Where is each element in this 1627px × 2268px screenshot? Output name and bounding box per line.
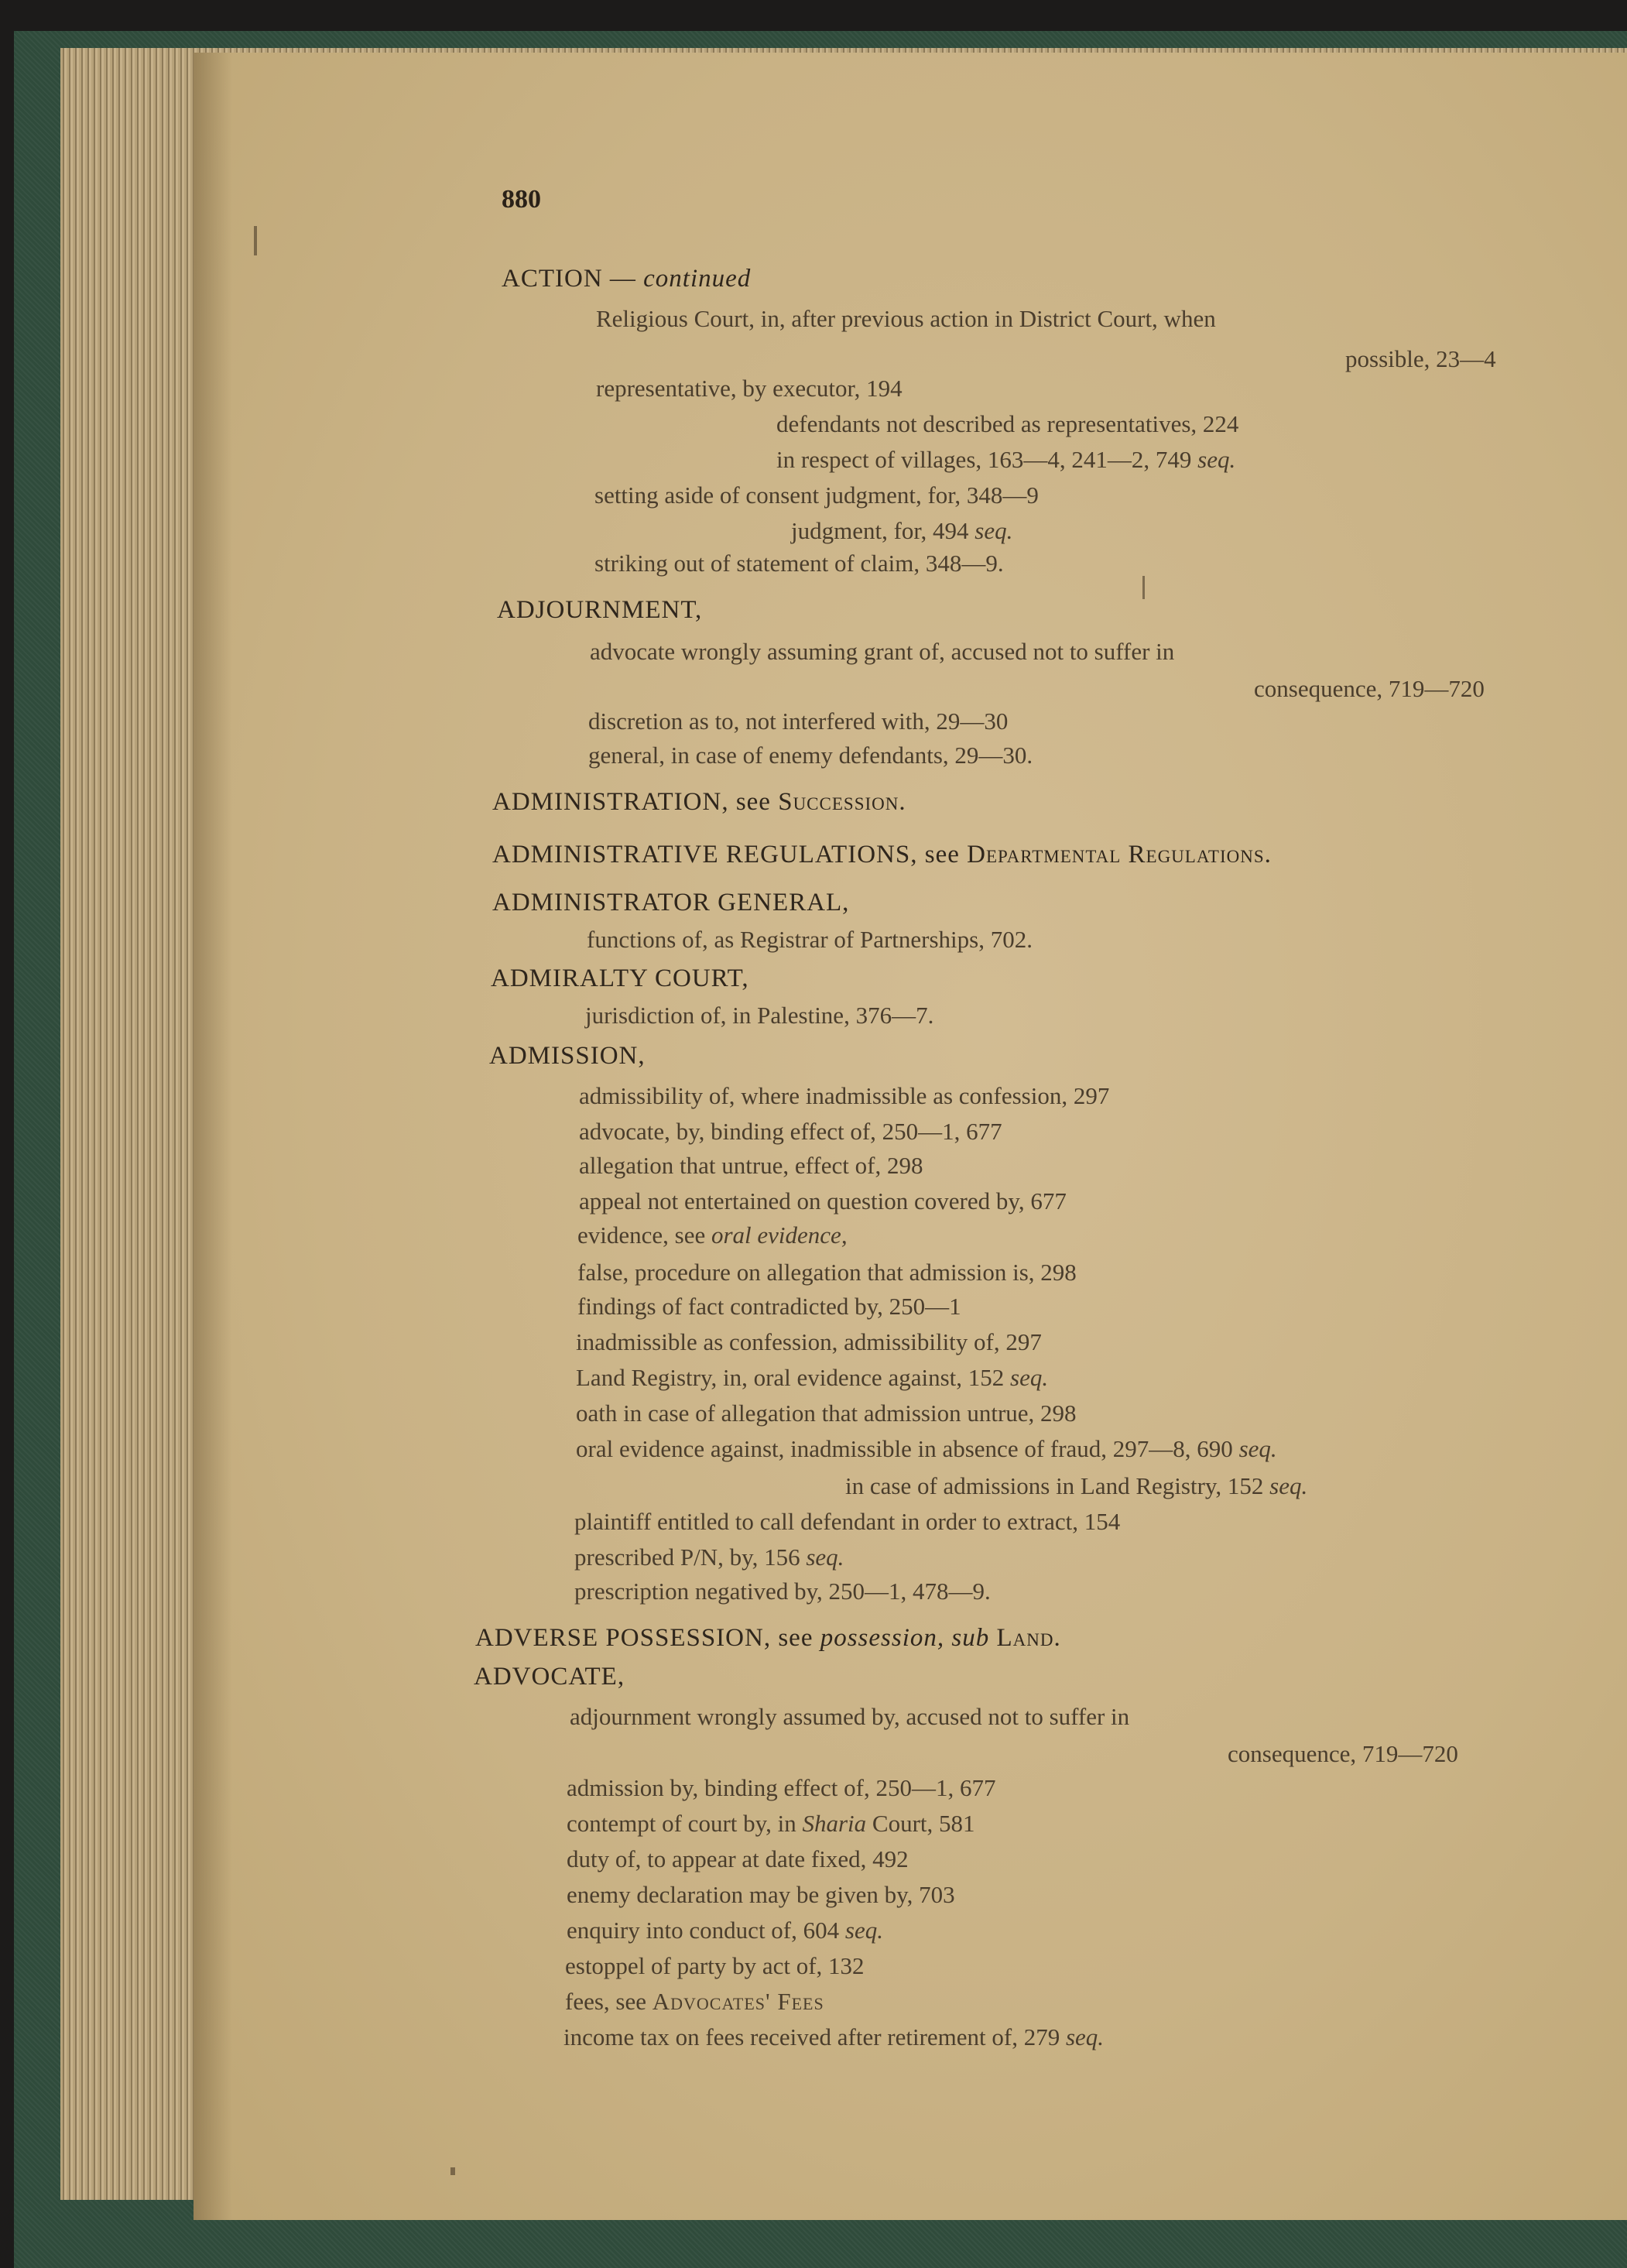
index-subentry: oral evidence against, inadmissible in absence of fraud, 297—8, 690 seq.	[576, 1435, 1277, 1462]
index-subentry: prescribed P/N, by, 156 seq.	[574, 1543, 844, 1571]
index-subentry: oath in case of allegation that admission untrue, 298	[576, 1400, 1077, 1427]
index-heading: ADMINISTRATOR GENERAL,	[492, 889, 850, 916]
index-subentry: admissibility of, where inadmissible as confession, 297	[579, 1082, 1110, 1109]
index-subentry: inadmissible as confession, admissibility of, 297	[576, 1328, 1042, 1355]
index-subentry: appeal not entertained on question covered by, 677	[579, 1187, 1067, 1215]
index-heading: ACTION — continued	[502, 265, 752, 293]
index-subentry-continuation: possible, 23—4	[1345, 345, 1496, 372]
index-subentry: enemy declaration may be given by, 703	[567, 1881, 955, 1908]
index-subentry: estoppel of party by act of, 132	[565, 1952, 865, 1979]
index-subentry: functions of, as Registrar of Partnerships, 702.	[587, 926, 1033, 953]
index-subentry: representative, by executor, 194	[596, 375, 903, 402]
index-subentry: admission by, binding effect of, 250—1, 677	[567, 1774, 996, 1801]
index-subentry: evidence, see oral evidence,	[577, 1221, 848, 1249]
index-subentry: advocate wrongly assuming grant of, accused not to suffer in	[590, 638, 1175, 665]
index-subentry: prescription negatived by, 250—1, 478—9.	[574, 1578, 991, 1605]
index-subentry: income tax on fees received after retirement of, 279 seq.	[563, 2023, 1105, 2050]
stray-mark	[254, 226, 257, 255]
index-heading: ADMIRALTY COURT,	[491, 964, 749, 992]
index-heading: ADVERSE POSSESSION, see possession, sub Land.	[475, 1624, 1061, 1652]
index-subentry: plaintiff entitled to call defendant in order to extract, 154	[574, 1508, 1121, 1535]
index-subentry: jurisdiction of, in Palestine, 376—7.	[585, 1002, 934, 1029]
index-heading: ADMINISTRATIVE REGULATIONS, see Departmental Regulations.	[492, 841, 1272, 868]
index-subentry: fees, see Advocates' Fees	[565, 1988, 824, 2015]
index-subentry: allegation that untrue, effect of, 298	[579, 1152, 923, 1179]
stray-mark	[450, 2167, 455, 2175]
index-subentry-continuation: consequence, 719—720	[1254, 675, 1485, 702]
gutter-shadow	[194, 53, 232, 2220]
index-subsubentry: in respect of villages, 163—4, 241—2, 749 seq.	[776, 446, 1236, 473]
index-subentry: general, in case of enemy defendants, 29—30.	[588, 742, 1033, 769]
index-subsubentry: defendants not described as representatives, 224	[776, 410, 1239, 437]
index-subentry: enquiry into conduct of, 604 seq.	[567, 1917, 883, 1944]
index-subentry: false, procedure on allegation that admission is, 298	[577, 1259, 1077, 1286]
index-subentry: Land Registry, in, oral evidence against, 152 seq.	[576, 1364, 1049, 1391]
index-subentry: duty of, to appear at date fixed, 492	[567, 1845, 909, 1872]
index-subentry-continuation: consequence, 719—720	[1228, 1740, 1458, 1767]
index-heading: ADJOURNMENT,	[497, 596, 703, 624]
index-heading: ADMINISTRATION, see Succession.	[492, 788, 906, 816]
index-heading: ADVOCATE,	[474, 1663, 625, 1691]
page-number: 880	[502, 185, 541, 214]
index-subsubentry: judgment, for, 494 seq.	[791, 517, 1013, 544]
index-subentry: findings of fact contradicted by, 250—1	[577, 1293, 961, 1320]
index-subentry: contempt of court by, in Sharia Court, 581	[567, 1810, 975, 1837]
index-subentry: adjournment wrongly assumed by, accused not to suffer in	[570, 1703, 1130, 1730]
index-subentry: striking out of statement of claim, 348—9.	[594, 550, 1004, 577]
index-subentry: advocate, by, binding effect of, 250—1, 677	[579, 1118, 1002, 1145]
index-subentry: discretion as to, not interfered with, 29—30	[588, 707, 1009, 735]
index-heading: ADMISSION,	[489, 1042, 646, 1070]
index-subentry: Religious Court, in, after previous action in District Court, when	[596, 305, 1216, 332]
index-subsubentry: in case of admissions in Land Registry, 152 seq.	[845, 1472, 1308, 1499]
index-subentry: setting aside of consent judgment, for, 348—9	[594, 481, 1039, 509]
stray-mark	[1142, 576, 1145, 599]
